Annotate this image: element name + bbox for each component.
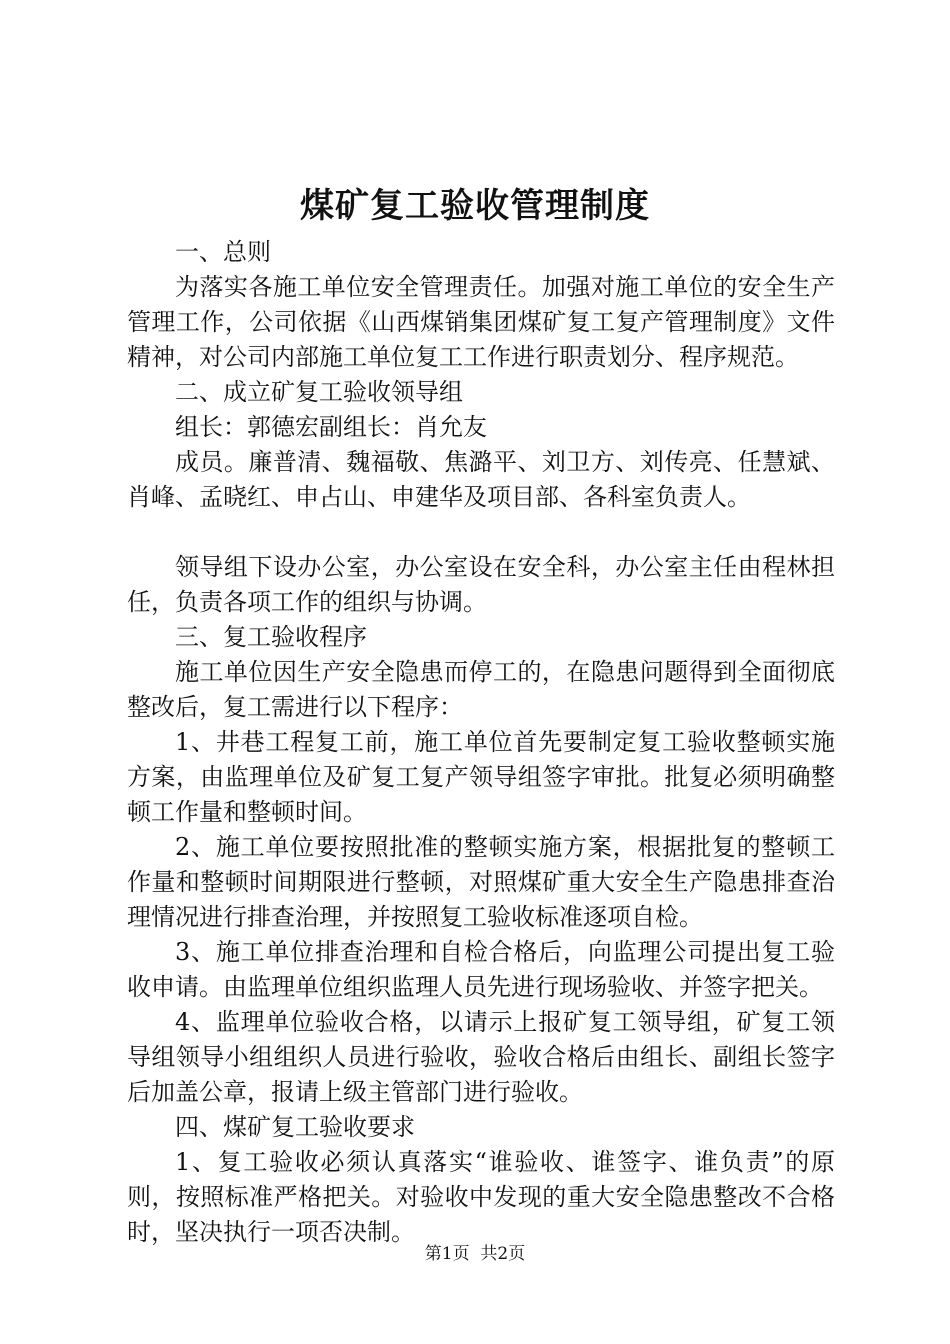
procedure-step-1: 1、井巷工程复工前，施工单位首先要制定复工验收整顿实施方案，由监理单位及矿复工复产领导组签字审批。批复必须明确整顿工作量和整顿时间。 (127, 728, 835, 826)
blank-line (127, 515, 835, 550)
paragraph-group-members: 成员。廉普清、魏福敬、焦潞平、刘卫方、刘传亮、任慧斌、肖峰、孟晓红、申占山、申建华及项目部、各科室负责人。 (127, 448, 835, 511)
paragraph-purpose: 为落实各施工单位安全管理责任。加强对施工单位的安全生产管理工作，公司依据《山西煤销集团煤矿复工复产管理制度》文件精神，对公司内部施工单位复工工作进行职责划分、程序规范。 (127, 273, 835, 371)
procedure-step-2: 2、施工单位要按照批准的整顿实施方案，根据批复的整顿工作量和整顿时间期限进行整顿，对照煤矿重大安全生产隐患排查治理情况进行排查治理，并按照复工验收标准逐项自检。 (127, 833, 835, 931)
paragraph-office: 领导组下设办公室，办公室设在安全科，办公室主任由程林担任，负责各项工作的组织与协调。 (127, 553, 835, 616)
paragraph-procedure-intro: 施工单位因生产安全隐患而停工的，在隐患问题得到全面彻底整改后，复工需进行以下程序： (127, 658, 835, 721)
paragraph-group-leaders: 组长：郭德宏副组长：肖允友 (175, 413, 487, 441)
section-heading-requirements: 四、煤矿复工验收要求 (175, 1113, 415, 1141)
procedure-step-4: 4、监理单位验收合格，以请示上报矿复工领导组，矿复工领导组领导小组组织人员进行验收，验收合格后由组长、副组长签字后加盖公章，报请上级主管部门进行验收。 (127, 1008, 835, 1106)
requirement-1: 1、复工验收必须认真落实“谁验收、谁签字、谁负责”的原则，按照标准严格把关。对验收中发现的重大安全隐患整改不合格时，坚决执行一项否决制。 (127, 1148, 835, 1246)
section-heading-procedure: 三、复工验收程序 (175, 623, 367, 651)
procedure-step-3: 3、施工单位排查治理和自检合格后，向监理公司提出复工验收申请。由监理单位组织监理人员先进行现场验收、并签字把关。 (127, 938, 835, 1001)
document-body (127, 235, 835, 1250)
page-footer: 第1页 共2页 (424, 1244, 526, 1264)
document-title: 煤矿复工验收管理制度 (300, 186, 650, 226)
section-heading-leadership-group: 二、成立矿复工验收领导组 (175, 378, 463, 406)
section-heading-general: 一、总则 (175, 238, 271, 266)
